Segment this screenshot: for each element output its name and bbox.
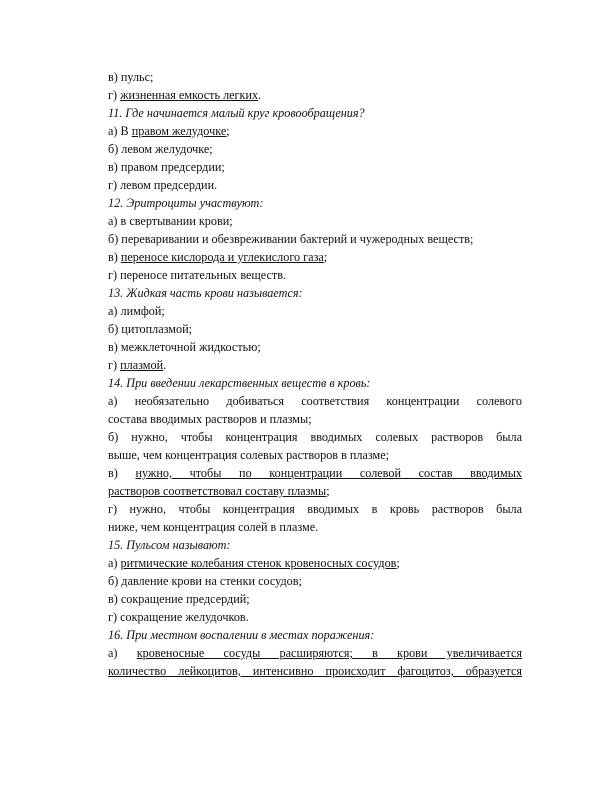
answer-line: в) правом предсердии; xyxy=(108,160,225,174)
answer-line: г) жизненная емкость легких. xyxy=(108,88,262,102)
correct-answer: переносе кислорода и углекислого газа xyxy=(120,250,324,264)
correct-answer: растворов соответствовал составу плазмы xyxy=(108,484,327,498)
answer-line: б) давление крови на стенки сосудов; xyxy=(108,574,302,588)
question-12: 12. Эритроциты участвуют: xyxy=(108,196,264,210)
answer-line: б) левом желудочке; xyxy=(108,142,213,156)
answer-line: г) плазмой. xyxy=(108,358,167,372)
question-14: 14. При введении лекарственных веществ в кровь: xyxy=(108,376,371,390)
question-16: 16. При местном воспалении в местах поражения: xyxy=(108,628,375,642)
answer-line: состава вводимых растворов и плазмы; xyxy=(108,412,312,426)
answer-line: г) переносе питательных веществ. xyxy=(108,268,287,282)
answer-line xyxy=(108,662,522,680)
answer-line: б) переваривании и обезвреживании бактерий и чужеродных веществ; xyxy=(108,232,474,246)
answer-line: г) сокращение желудочков. xyxy=(108,610,249,624)
answer-line: а) в свертывании крови; xyxy=(108,214,233,228)
answer-line: в) пульс; xyxy=(108,70,154,84)
answer-line: г) левом предсердии. xyxy=(108,178,218,192)
answer-line: в) сокращение предсердий; xyxy=(108,592,250,606)
question-13: 13. Жидкая часть крови называется: xyxy=(108,286,303,300)
answer-line: а) лимфой; xyxy=(108,304,165,318)
question-11: 11. Где начинается малый круг кровообращения? xyxy=(108,106,365,120)
answer-line: растворов соответствовал составу плазмы; xyxy=(108,484,330,498)
answer-line: а) ритмические колебания стенок кровеносных сосудов; xyxy=(108,556,400,570)
correct-answer: плазмой xyxy=(120,358,164,372)
answer-line: б) нужно, чтобы концентрация вводимых солевых растворов была xyxy=(108,430,522,444)
answer-line: в) нужно, чтобы по концентрации солевой состав вводимых xyxy=(108,466,522,480)
answer-line: в) межклеточной жидкостью; xyxy=(108,340,261,354)
answer-line: в) переносе кислорода и углекислого газа; xyxy=(108,250,328,264)
answer-line: а) необязательно добиваться соответствия концентрации солевого xyxy=(108,394,522,408)
correct-answer: жизненная емкость легких xyxy=(120,88,259,102)
correct-answer: кровеносные сосуды расширяются; в крови увеличивается xyxy=(136,646,522,660)
answer-line: б) цитоплазмой; xyxy=(108,322,192,336)
correct-answer: правом желудочке xyxy=(131,124,227,138)
correct-answer: нужно, чтобы по концентрации солевой состав вводимых xyxy=(135,466,522,480)
answer-line: г) нужно, чтобы концентрация вводимых в кровь растворов была xyxy=(108,502,522,516)
answer-line: ниже, чем концентрация солей в плазме. xyxy=(108,520,319,534)
document-body xyxy=(108,68,522,680)
correct-answer: ритмические колебания стенок кровеносных сосудов xyxy=(120,556,397,570)
answer-line: а) кровеносные сосуды расширяются; в крови увеличивается xyxy=(108,646,522,660)
correct-answer: количество лейкоцитов, интенсивно происходит фагоцитоз, образуется xyxy=(108,664,522,678)
answer-line: выше, чем концентрация солевых растворов в плазме; xyxy=(108,448,390,462)
answer-line: а) В правом желудочке; xyxy=(108,124,230,138)
question-15: 15. Пульсом называют: xyxy=(108,538,231,552)
